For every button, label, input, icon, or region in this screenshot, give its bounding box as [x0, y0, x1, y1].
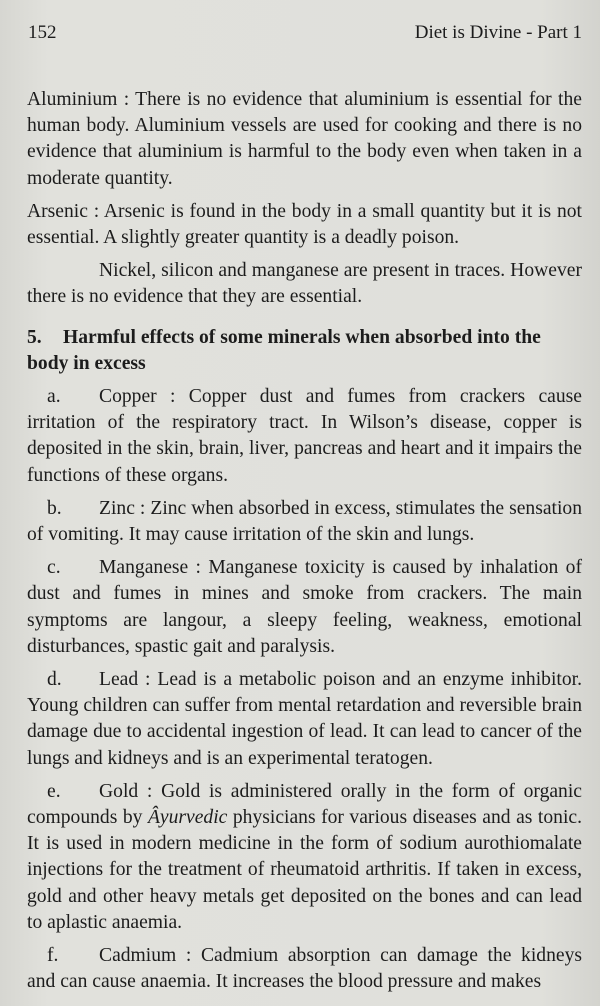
section-heading	[27, 325, 582, 377]
page-number: 152	[28, 22, 57, 43]
page-header	[28, 22, 582, 50]
item-text: Zinc : Zinc when absorbed in excess, stimulates the sensation of vomiting. It may cause irritation of the skin and lungs.	[27, 497, 582, 546]
item-label: d.	[47, 669, 62, 691]
running-head: Diet is Divine - Part 1	[414, 22, 582, 43]
paragraph-aluminium: Aluminium : There is no evidence that aluminium is essential for the human body. Aluminium vessels are used for cooking and there is no evidence that aluminium is harmful to the body even when taken in a moderate quantity.	[27, 89, 582, 189]
section-title: Harmful effects of some minerals when absorbed into the body in excess	[27, 326, 541, 374]
list-item	[27, 496, 582, 548]
item-text-before: Gold : Gold is administered orally in the form of organic compounds by	[27, 780, 582, 829]
item-text: Copper : Copper dust and fumes from crackers cause irritation of the respiratory tract. In Wilson’s disease, copper is deposited in the skin, brain, liver, pancreas and heart and it impairs the functions of these organs.	[27, 386, 582, 486]
item-label: a.	[47, 386, 61, 408]
item-label: b.	[47, 497, 62, 519]
body-text	[27, 87, 582, 1003]
item-text: Cadmium : Cadmium absorption can damage the kidneys and can cause anaemia. It increases the blood pressure and makes	[27, 945, 582, 993]
item-text-after: physicians for various diseases and as tonic. It is used in modern medicine in the form of sodium aurothiomalate injections for the treatment of rheumatoid arthritis. If taken in excess, gold and other heavy metals get deposited on the bones and can lead to aplastic anaemia.	[27, 807, 582, 933]
item-label: f.	[47, 945, 59, 967]
list-item	[27, 779, 582, 936]
list-item	[27, 555, 582, 660]
paragraph-arsenic: Arsenic : Arsenic is found in the body in a small quantity but it is not essential. A slightly greater quantity is a deadly poison.	[27, 200, 582, 249]
item-text: Lead : Lead is a metabolic poison and an enzyme inhibitor. Young children can suffer from mental retardation and reversible brain damage due to accidental ingestion of lead. It can lead to cancer of the lungs and kidneys and is an experimental teratogen.	[27, 669, 582, 769]
paragraph-nickel: Nickel, silicon and manganese are present in traces. However there is no evidence that they are essential.	[27, 260, 582, 308]
list-item	[27, 667, 582, 772]
item-text: Manganese : Manganese toxicity is caused by inhalation of dust and fumes in mines and smoke from crackers. The main symptoms are langour, a sleepy feeling, weakness, emotional disturbances, spastic gait and paralysis.	[27, 557, 582, 657]
item-text-italic: Âyurvedic	[147, 807, 228, 829]
item-label: e.	[47, 780, 61, 802]
list-item	[27, 384, 582, 489]
list-item	[27, 943, 582, 995]
section-number: 5.	[27, 326, 42, 348]
item-label: c.	[47, 557, 61, 579]
